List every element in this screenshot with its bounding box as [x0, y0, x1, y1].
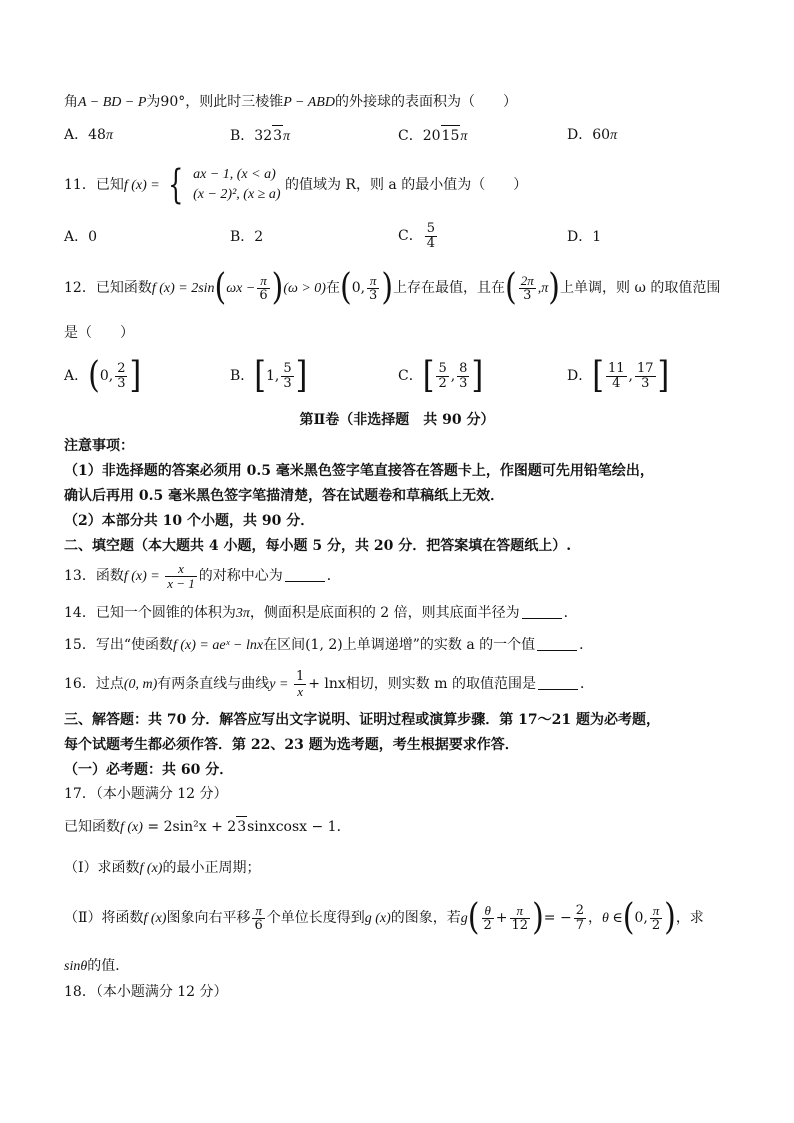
numerator: 2π	[520, 272, 534, 288]
option-label: A．	[64, 368, 89, 384]
denominator: x	[297, 683, 303, 699]
paren: )	[381, 266, 394, 309]
q10-text-pre: 角	[64, 94, 78, 110]
q17-title: 17．（本小题满分 12 分）	[64, 786, 228, 802]
bracket: ]	[129, 354, 142, 397]
interval-right: ,π	[537, 281, 549, 296]
q16-point: (0, m)	[123, 677, 158, 692]
option-value: 60	[592, 127, 611, 143]
q10-text-post: 的外接球的表面积为（ ）	[334, 94, 517, 110]
part2-title: 第Ⅱ卷（非选择题 共 90 分）	[299, 412, 495, 428]
q12-func: f (x) = 2sin	[151, 281, 215, 296]
denominator: 4	[612, 375, 621, 391]
option-label: C．	[398, 128, 423, 144]
q15-suffix: 上单调递增”的实数 a 的一个值	[342, 637, 536, 653]
numerator: π	[650, 904, 662, 919]
paren: )	[664, 896, 676, 939]
q10-angle: A − BD − P	[78, 95, 147, 110]
option-label: B．	[230, 368, 255, 384]
fraction	[425, 222, 437, 251]
note-2: （2）本部分共 10 个小题，共 90 分．	[64, 513, 315, 529]
bracket: ]	[657, 354, 670, 397]
option-label: D．	[567, 229, 593, 245]
interval-left: 0,	[351, 280, 366, 296]
q17-part2-end: ，求	[675, 910, 704, 926]
q12-option-a[interactable]	[64, 356, 141, 396]
q16	[64, 664, 594, 705]
answer-blank[interactable]	[537, 636, 577, 651]
notes-heading: 注意事项：	[64, 438, 134, 454]
fraction	[436, 362, 448, 391]
denominator: 3	[369, 287, 378, 303]
q17-part2-cont	[64, 956, 129, 977]
paren: )	[548, 266, 561, 309]
sqrt-radicand: 3	[272, 125, 283, 146]
denominator: 2	[483, 917, 492, 933]
q10-degree: 90°	[160, 94, 186, 110]
denominator: 6	[259, 287, 268, 303]
q13-end: ．	[326, 568, 341, 584]
q13	[64, 556, 341, 597]
fraction	[650, 904, 662, 933]
q18-title: 18．（本小题满分 12 分）	[64, 984, 228, 1000]
denominator: 3	[641, 375, 650, 391]
q10-text-mid1: 为	[146, 94, 161, 110]
fraction	[519, 274, 536, 303]
q17-part1-post: 的最小正周期；	[162, 860, 261, 876]
denominator: 2	[651, 917, 661, 933]
q13-prefix: 13．函数	[64, 568, 124, 584]
paren: )	[532, 896, 544, 939]
q10-solid: P − ABD	[283, 95, 335, 110]
sqrt-radicand: 3	[236, 816, 247, 837]
q16-end: ．	[579, 676, 594, 692]
paren: (	[622, 896, 635, 939]
q12-mid2: 上存在最值，且在	[393, 280, 506, 296]
option-label: A．	[64, 127, 89, 143]
option-value: 0	[88, 229, 98, 245]
q12-stem-cont	[64, 323, 134, 343]
option-label: B．	[230, 128, 255, 144]
paren: (	[505, 266, 517, 309]
q17-part1-func: f (x)	[139, 861, 163, 876]
required-heading: （一）必考题：共 60 分．	[64, 762, 234, 778]
paren: (	[88, 354, 100, 397]
section-solve-line2: 每个试题考生都必须作答．第 22、23 题为选考题，考生根据要求作答．	[64, 737, 519, 753]
q16-prefix: 16．过点	[64, 676, 124, 692]
q15-end: ．	[579, 637, 594, 653]
q10-text-mid2: ，则此时三棱锥	[185, 94, 284, 110]
q12-mid1: 在	[325, 280, 340, 296]
numerator: π	[252, 904, 264, 919]
q17-eq: = −	[543, 910, 572, 926]
denominator: 3	[523, 287, 532, 303]
section-solve-line1: 三、解答题：共 70 分．解答应写出文字说明、证明过程或演算步骤．第 17～21 题为必考题，	[64, 712, 660, 728]
q10-option-a[interactable]	[64, 125, 113, 146]
option-value: 48	[88, 127, 106, 143]
sqrt-radicand: 15	[441, 125, 461, 146]
q12-stem	[64, 268, 720, 309]
fraction	[510, 904, 531, 933]
q17-func-mid: = 2sin²x + 2	[142, 819, 237, 835]
answer-blank[interactable]	[538, 675, 578, 690]
numerator: 5	[426, 220, 435, 236]
q11-option-d[interactable]	[567, 227, 601, 247]
left-brace: {	[168, 162, 184, 208]
q17-theta: θ ∈	[601, 911, 623, 926]
option-label: B．	[230, 229, 255, 245]
q11-piece2: (x − 2)², (x ≥ a)	[193, 187, 281, 202]
denominator: x − 1	[167, 575, 195, 591]
q11-stem	[64, 160, 527, 212]
q14-volume: 3π	[235, 606, 250, 621]
q17-g: g (x)	[364, 911, 391, 926]
fraction	[635, 362, 656, 391]
q17-last-end: 的值．	[87, 958, 130, 974]
q16-suffix: 相切，则实数 m 的取值范围是	[345, 676, 536, 692]
fraction	[165, 562, 197, 591]
q15	[64, 635, 593, 656]
q10-continuation	[64, 92, 517, 113]
section-fill-heading: 二、填空题（本大题共 4 小题，每小题 5 分，共 20 分．把答案填在答题纸上）.	[64, 538, 572, 554]
q17-part2-pre: （Ⅱ）将函数	[64, 910, 144, 926]
q17-g2: g	[460, 911, 468, 926]
option-label: D．	[567, 368, 593, 384]
q13-suffix: 的对称中心为	[198, 568, 283, 584]
q17-func-lhs: f (x)	[120, 820, 143, 835]
option-value: 2	[254, 229, 264, 245]
answer-blank[interactable]	[522, 604, 562, 619]
denominator: 3	[117, 375, 126, 391]
q12-prefix: 12．已知函数	[64, 280, 152, 296]
q17-part2: （Ⅱ）将函数f (x)图象向右平移 $\frac{\pi}{6}$ 个单位长度得到g (x)的图象，若g( $\frac{\theta}{2}$ + $\frac{\pi}{12}$ )= − $\frac{2}{7}$ ，θ ∈(0, $\frac{\pi}{2}$ )，求	[64, 896, 704, 939]
q12-suffix: 上单调，则 ω 的取值范围	[560, 280, 721, 296]
answer-blank[interactable]	[285, 567, 325, 582]
pi-symbol: π	[610, 128, 618, 143]
paren: (	[467, 896, 480, 939]
denominator: 3	[283, 375, 292, 391]
numerator: 5	[283, 360, 292, 376]
q17-part2-func: f (x)	[143, 911, 167, 926]
paren: (	[339, 266, 352, 309]
q12-cond: (ω > 0)	[283, 281, 326, 296]
bracket: ]	[471, 354, 484, 397]
q17-part1	[64, 858, 260, 879]
fraction	[367, 274, 379, 303]
fraction	[457, 362, 469, 391]
q11-piecewise	[193, 165, 280, 205]
q14-end: ．	[563, 605, 578, 621]
numerator: θ	[482, 904, 494, 919]
denominator: 3	[459, 375, 468, 391]
q12-option-d[interactable]: D．[ $\frac{11}{4}$ , $\frac{17}{3}$ ]	[567, 354, 670, 397]
bracket: [	[254, 354, 267, 397]
fraction	[257, 274, 269, 303]
numerator: 2	[117, 360, 126, 376]
q17-part2-mid1: 图象向右平移	[166, 910, 251, 926]
numerator: x	[165, 562, 197, 577]
numerator: 8	[459, 360, 468, 376]
q11-prefix: 11．已知	[64, 177, 124, 193]
numerator: π	[510, 904, 531, 919]
q11-option-b[interactable]	[230, 227, 263, 247]
option-value: 20	[422, 128, 441, 144]
interval-left: 1,	[266, 368, 280, 384]
numerator: 11	[607, 360, 625, 376]
q17-part2-mid3: 的图象，若	[390, 910, 461, 926]
interval-left: 0,	[634, 910, 648, 926]
q17-stem	[64, 816, 351, 838]
numerator: π	[257, 274, 269, 289]
q17-part1-pre: （Ⅰ）求函数	[64, 860, 140, 876]
interval-left: 0,	[99, 368, 114, 384]
q14-suffix: ，侧面积是底面积的 2 倍，则其底面半径为	[249, 605, 520, 621]
numerator: 5	[438, 360, 447, 376]
q11-suffix: 的值域为 R，则 a 的最小值为（ ）	[284, 177, 528, 193]
bracket: [	[592, 354, 604, 397]
q17-comma: ，	[587, 910, 602, 926]
q16-curve-rhs: + lnx	[308, 676, 346, 692]
bracket: ]	[295, 354, 308, 397]
option-label: C．	[398, 368, 423, 384]
option-label: D．	[567, 127, 593, 143]
pi-symbol: π	[105, 128, 113, 143]
paren: (	[214, 266, 227, 309]
q17-last-line: sinθ	[64, 959, 88, 974]
fraction	[606, 362, 627, 391]
fraction	[294, 670, 306, 699]
pi-symbol: π	[283, 129, 291, 144]
q11-option-a[interactable]	[64, 227, 97, 247]
q17-prefix: 已知函数	[64, 819, 120, 835]
numerator: 2	[575, 902, 584, 918]
numerator: 17	[636, 360, 654, 376]
fraction	[281, 362, 293, 391]
bracket: [	[422, 354, 435, 397]
q15-func: f (x) = aeˣ − lnx	[172, 638, 264, 653]
denominator: 4	[426, 235, 435, 251]
paren: )	[271, 266, 284, 309]
fraction	[482, 904, 494, 933]
note-1-line1: （1）非选择题的答案必须用 0.5 毫米黑色签字笔直接答在答题卡上，作图题可先用铅笔绘出，	[64, 463, 654, 479]
numerator: 1	[295, 668, 305, 684]
denominator: 6	[254, 917, 263, 933]
q10-option-d[interactable]	[567, 125, 617, 146]
q12-line2: 是（ ）	[64, 325, 134, 341]
denominator: 7	[575, 917, 584, 933]
q14	[64, 603, 578, 624]
fraction	[252, 904, 264, 933]
denominator: 2	[438, 375, 447, 391]
q11-piece1: ax − 1, (x < a)	[193, 167, 276, 182]
fraction	[574, 904, 586, 933]
denominator: 12	[511, 917, 529, 933]
fraction	[115, 362, 127, 391]
q11-option-c[interactable]	[398, 216, 439, 256]
pi-symbol: π	[460, 129, 468, 144]
q16-curve-lhs: y =	[269, 677, 292, 692]
option-label: C．	[398, 228, 423, 244]
q12-arg: ωx −	[226, 281, 256, 296]
option-value: 32	[254, 128, 273, 144]
q10-option-c[interactable]	[398, 125, 467, 147]
q15-mid: 在区间	[263, 637, 306, 653]
q13-func: f (x) =	[123, 569, 164, 584]
option-label: A．	[64, 229, 89, 245]
note-1-line2: 确认后再用 0.5 毫米黑色签字笔描清楚，答在试题卷和草稿纸上无效．	[64, 488, 505, 504]
q16-mid: 有两条直线与曲线	[157, 676, 270, 692]
q12-option-b[interactable]	[230, 356, 307, 396]
q17-part2-mid2: 个单位长度得到	[266, 910, 365, 926]
q12-option-c[interactable]: C．[ $\frac{5}{2}$ , $\frac{8}{3}$ ]	[398, 354, 484, 397]
q15-interval: (1, 2)	[305, 637, 343, 653]
q14-prefix: 14．已知一个圆锥的体积为	[64, 605, 236, 621]
q10-option-b[interactable]	[230, 125, 290, 147]
q17-func-rhs: sinxcosx − 1．	[247, 819, 351, 835]
q11-func: f (x) =	[123, 178, 164, 193]
q15-prefix: 15．写出“使函数	[64, 637, 173, 653]
option-value: 1	[592, 229, 602, 245]
numerator: π	[367, 274, 379, 289]
